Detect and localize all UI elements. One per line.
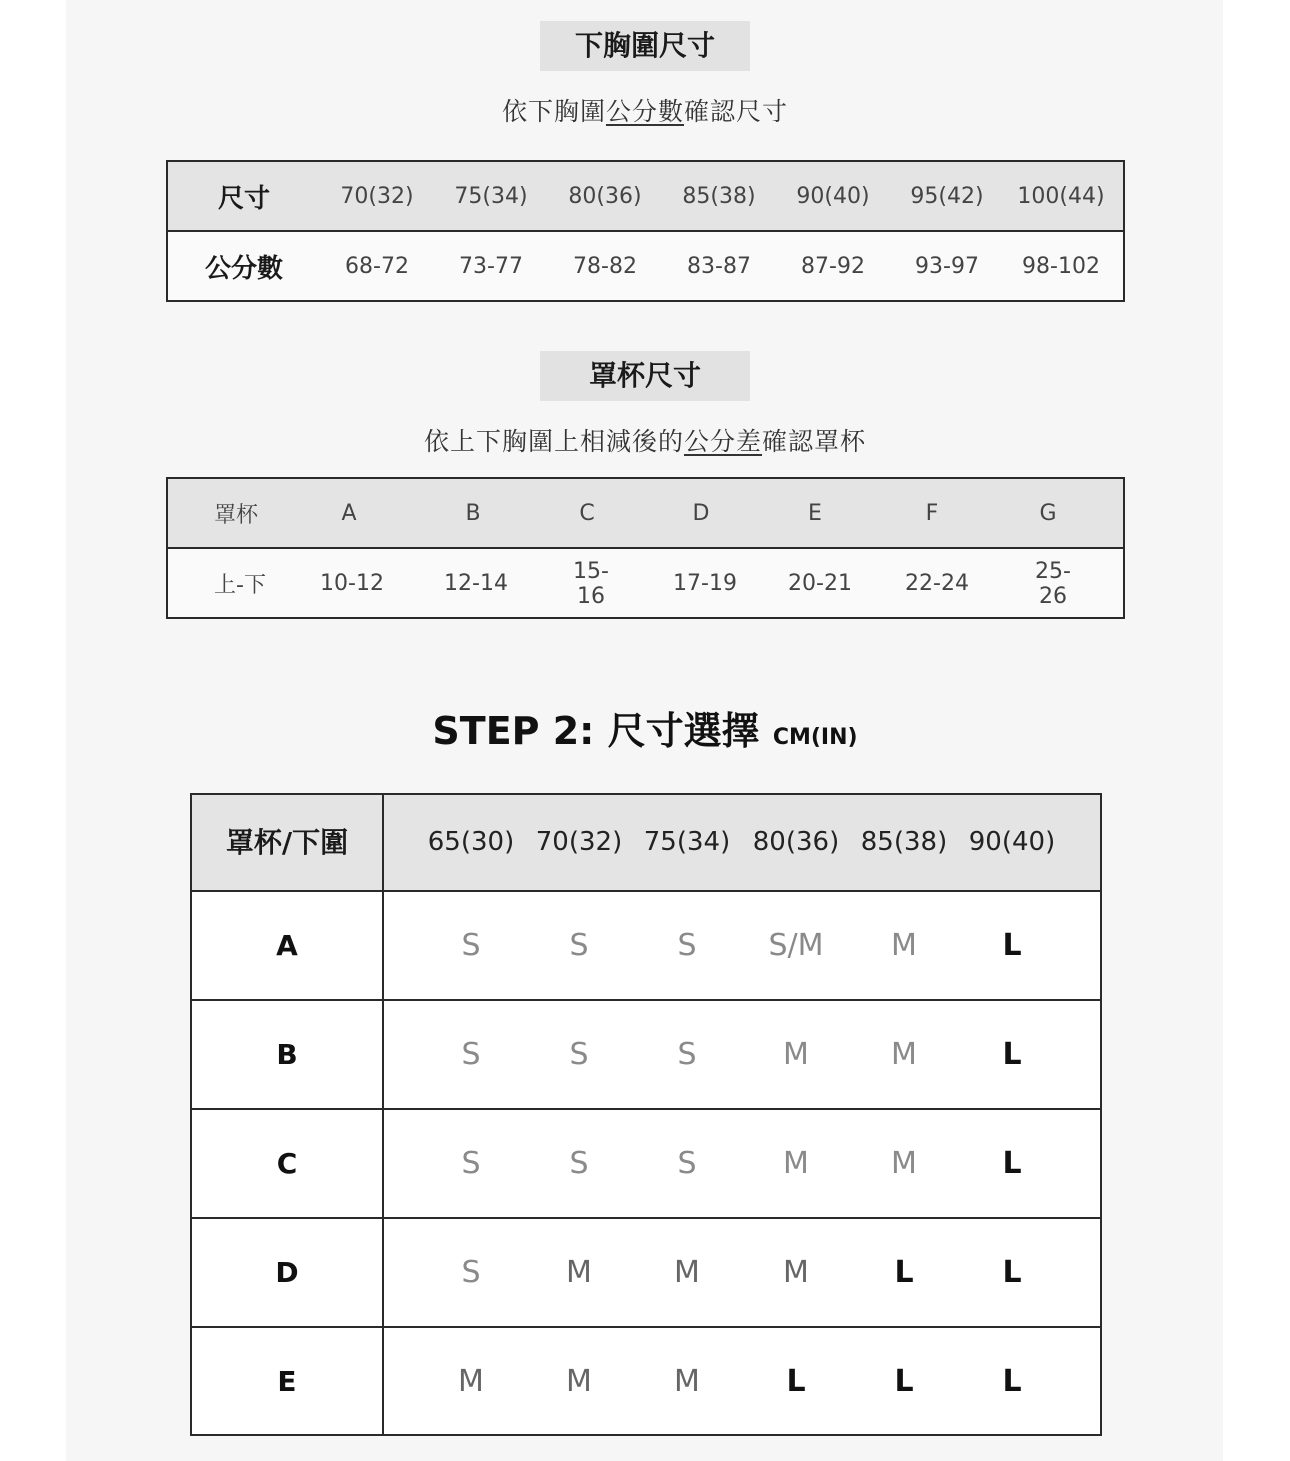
cup-size-table [166,477,1125,619]
cup-letter-cell: B [465,500,481,526]
matrix-size-cell: M [566,1255,592,1290]
matrix-size-cell: S [569,928,589,963]
matrix-column-header: 70(32) [535,827,623,857]
matrix-size-cell: L [1002,1364,1022,1399]
matrix-column-header: 80(36) [752,827,840,857]
matrix-size-cell: M [674,1364,700,1399]
cup-diff-cell: 20-21 [788,571,852,596]
matrix-size-cell: L [894,1255,914,1290]
cup-size-subtitle [0,422,1290,458]
step-title-text: STEP 2: 尺寸選擇 [432,709,760,753]
cup-letter-cell: A [341,500,357,526]
matrix-size-cell: S [461,1146,481,1181]
matrix-size-cell: M [891,1146,917,1181]
band-size-cell: 90(40) [796,183,870,209]
matrix-size-cell: M [674,1255,700,1290]
step-unit: CM(IN) [772,725,858,750]
matrix-size-cell: S [569,1146,589,1181]
matrix-size-cell: M [458,1364,484,1399]
cup-head-label: 罩杯 [213,502,258,528]
matrix-row-header: E [277,1365,297,1398]
matrix-size-cell: S [461,1255,481,1290]
matrix-column-header: 75(34) [643,827,731,857]
matrix-column-divider [382,795,384,1434]
matrix-column-header: 65(30) [427,827,515,857]
matrix-size-cell: S [569,1037,589,1072]
band-size-cell: 80(36) [568,183,642,209]
band-subtitle-post: 確認尺寸 [684,97,789,126]
cup-diff-cell: 12-14 [444,571,508,596]
band-range-cell: 93-97 [915,254,979,279]
matrix-size-cell: M [783,1037,809,1072]
matrix-column-header: 85(38) [860,827,948,857]
matrix-row-header: D [275,1256,299,1289]
matrix-size-cell: S [677,1146,697,1181]
band-size-cell: 85(38) [682,183,756,209]
matrix-size-cell: S [677,1037,697,1072]
band-cm-row [168,232,1123,301]
size-matrix [190,793,1102,1436]
band-subtitle-underline: 公分數 [605,97,684,126]
matrix-size-cell: L [1002,928,1022,963]
band-range-cell: 87-92 [801,254,865,279]
band-range-cell: 78-82 [573,254,637,279]
band-subtitle-pre: 依下胸圍 [501,97,606,126]
band-range-cell: 68-72 [345,254,409,279]
matrix-row-header: C [276,1147,298,1180]
matrix-size-cell: L [1002,1146,1022,1181]
matrix-size-cell: M [891,1037,917,1072]
cup-letter-cell: D [692,500,710,526]
matrix-column-header: 90(40) [968,827,1056,857]
matrix-size-cell: S [677,928,697,963]
matrix-size-cell: S [461,1037,481,1072]
band-size-cell: 100(44) [1017,183,1105,209]
matrix-size-cell: M [891,928,917,963]
matrix-size-cell: L [1002,1255,1022,1290]
matrix-size-cell: M [783,1255,809,1290]
matrix-row-header: A [276,929,298,962]
matrix-size-cell: L [894,1364,914,1399]
cup-subtitle-post: 確認罩杯 [762,427,867,456]
cup-letter-cell: G [1039,500,1057,526]
band-size-title: 下胸圍尺寸 [540,21,750,71]
cup-header-row [168,479,1123,549]
cup-diff-row [168,549,1123,618]
band-size-cell: 95(42) [910,183,984,209]
cup-diff-cell: 15-16 [573,558,609,609]
cup-size-title: 罩杯尺寸 [540,351,750,401]
cup-row-label: 上-下 [214,573,266,598]
matrix-corner-label: 罩杯/下圍 [225,826,349,859]
cup-letter-cell: C [579,500,595,526]
band-head-label: 尺寸 [217,183,270,214]
matrix-size-cell: M [566,1364,592,1399]
cup-letter-cell: F [925,500,939,526]
matrix-row-header: B [276,1038,298,1071]
band-size-cell: 70(32) [340,183,414,209]
cup-diff-cell: 25-26 [1035,558,1071,609]
matrix-size-cell: L [786,1364,806,1399]
matrix-size-cell: S/M [768,928,824,963]
matrix-size-cell: L [1002,1037,1022,1072]
band-row-label: 公分數 [204,254,283,284]
cup-diff-cell: 10-12 [320,571,384,596]
band-range-cell: 98-102 [1022,254,1100,279]
band-size-header-row [168,162,1123,232]
cup-letter-cell: E [808,500,822,526]
matrix-size-cell: S [461,928,481,963]
cup-subtitle-pre: 依上下胸圍上相減後的 [423,427,684,456]
band-range-cell: 73-77 [459,254,523,279]
step-title [0,700,1290,755]
cup-diff-cell: 22-24 [905,571,969,596]
cup-subtitle-underline: 公分差 [683,427,762,456]
cup-diff-cell: 17-19 [673,571,737,596]
band-range-cell: 83-87 [687,254,751,279]
band-size-subtitle [0,92,1290,128]
band-size-table [166,160,1125,302]
band-size-cell: 75(34) [454,183,528,209]
matrix-size-cell: M [783,1146,809,1181]
